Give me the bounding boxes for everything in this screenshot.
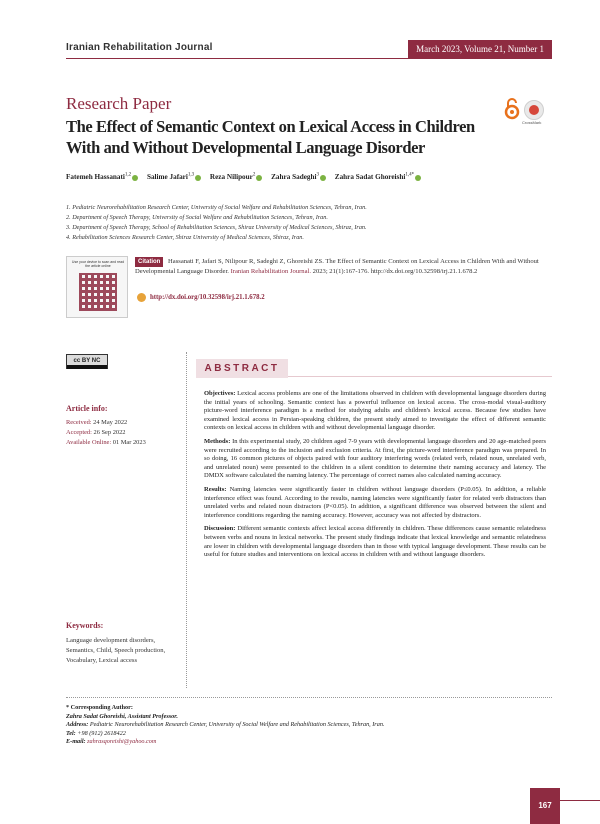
received-row: Received: 24 May 2022	[66, 419, 128, 426]
journal-name: Iranian Rehabilitation Journal	[66, 42, 213, 53]
corresp-email: E-mail: zahrasqoreishi@yahoo.com	[66, 738, 157, 746]
qr-caption: Use your device to scan and read the article online	[71, 260, 125, 268]
email-link[interactable]: zahrasqoreishi@yahoo.com	[87, 738, 157, 746]
side-rule	[560, 800, 600, 801]
author-list	[66, 173, 552, 181]
affiliation: 4. Rehabilitation Sciences Research Center, Shiraz University of Medical Sciences, Shiraz, Iran.	[66, 234, 304, 241]
orcid-icon[interactable]	[132, 175, 138, 181]
affiliation-list	[66, 203, 552, 243]
open-access-icon[interactable]	[504, 98, 520, 120]
abstract-body	[204, 390, 546, 565]
author[interactable]: Zahra Sadeghi$^3$	[271, 173, 326, 181]
abstract-results: Results: Naming latencies were significantly faster in children without language disorders (P≤0.05). In addition, a reliable interference effect was found. According to the results, naming latencies were significantly faster for related verb distractors than unrelated verbs and related noun distractors (P<0.05). In addition, a significant difference was observed between the silent and interference conditions regarding the naming accuracy. However, accuracy was not affected by distractors.	[204, 485, 547, 519]
keywords-title: Keywords:	[66, 621, 104, 630]
corresponding-author	[66, 704, 552, 747]
author[interactable]: Zahra Sadat Ghoreishi$^{1,4*}$	[335, 173, 421, 181]
orcid-icon[interactable]	[256, 175, 262, 181]
column-divider	[186, 352, 187, 688]
citation-label: Citation	[135, 257, 163, 267]
accepted-row: Accepted: 26 Sep 2022	[66, 429, 126, 436]
abstract-discussion: Discussion: Different semantic contexts affect lexical access differently in children. These differences cause semantic relatedness between verbs and nouns in lexical networks. The present study findings indicate that lexical knowledge and semantic relatedness are lower in children with developmental language disorders than in those with typical language development. These results can be useful for future studies and interventions on lexical access in children with and without language disorders.	[204, 525, 547, 559]
orcid-icon[interactable]	[415, 175, 421, 181]
abstract-objectives: Objectives: Lexical access problems are one of the limitations observed in children with developmental language disorders during the initial years of schooling. Semantic context has a powerful influence on lexical access. The cross-modal visual-auditory picture-word interference paradigm is a method for studying adults and children's lexical access. Because few studies have examined lexical access in Persian-speaking children, the present study aimed to investigate the effect of different semantic contexts on lexical access in children with and without developmental language disorder.	[204, 390, 547, 432]
journal-header	[66, 40, 552, 58]
corresp-head: * Corresponding Author:	[66, 704, 133, 711]
abstract-methods: Methods: In this experimental study, 20 children aged 7-9 years with developmental language disorders and 20 age-matched peers were recruited according to the inclusion and exclusion criteria. At first, the picture-word interference paradigm was prepared. In so doing, 16 common pictures of objects paired with four auditory interfering words (related verb, related noun, unrelated verb, and unrelated noun) were presented to the children in a silent condition to determine their naming accuracy and latency. The DMDX software calculated the naming latency. The percentage of correct names also calculated naming accuracy.	[204, 437, 547, 480]
keywords	[66, 621, 178, 666]
article-info	[66, 404, 181, 448]
issue-label: March 2023, Volume 21, Number 1	[408, 40, 552, 58]
header-rule	[66, 58, 552, 59]
cc-license-badge[interactable]: cc BY NC	[66, 354, 108, 369]
affiliation: 1. Pediatric Neurorehabilitation Research Center, University of Social Welfare and Rehabilitation Sciences, Tehran, Iran.	[66, 204, 367, 211]
article-info-title: Article info:	[66, 404, 108, 413]
keywords-text: Language development disorders, Semantics, Child, Speech production, Vocabulary, Lexical access	[66, 637, 166, 664]
citation	[135, 257, 552, 277]
doi-icon	[137, 293, 146, 302]
crossmark-label: CrossMark	[522, 120, 542, 125]
corresp-tel: Tel: +98 (912) 2618422	[66, 729, 126, 737]
page-number: 167	[530, 788, 560, 824]
qr-panel	[66, 256, 128, 318]
citation-tail: 2023; 21(1):167-176. http://dx.doi.org/10.32598/irj.21.1.678.2	[312, 268, 478, 275]
available-row: Available Online: 01 Mar 2023	[66, 439, 146, 446]
orcid-icon[interactable]	[320, 175, 326, 181]
affiliation: 3. Department of Speech Therapy, School of Rehabilitation Sciences, Shiraz University of Medical Sciences, Shiraz, Iran.	[66, 224, 367, 231]
doi-link[interactable]	[137, 293, 265, 302]
author[interactable]: Fatemeh Hassanati$^{1,2}$	[66, 173, 138, 181]
qr-code-icon[interactable]	[79, 273, 117, 311]
crossmark-icon[interactable]	[524, 100, 544, 120]
doi-text[interactable]: http://dx.doi.org/10.32598/irj.21.1.678.2	[150, 294, 265, 302]
abstract-rule	[288, 376, 552, 377]
footer-rule	[66, 697, 552, 698]
corresp-address: Address: Pediatric Neurorehabilitation Research Center, University of Social Welfare and Rehabilitation Sciences, Tehran, Iran.	[66, 721, 385, 729]
affiliation: 2. Department of Speech Therapy, University of Social Welfare and Rehabilitation Sciences, Tehran, Iran.	[66, 214, 328, 221]
corresp-name: Zahra Sadat Ghoreishi, Assistant Professor.	[66, 712, 178, 720]
citation-text: Hassanati F, Jafari S, Nilipour R, Sadeghi Z, Ghoreishi ZS. The Effect of Semantic Context on Lexical Access in Children With and Without Developmental Language Disorder.	[135, 258, 539, 275]
access-badges	[504, 98, 552, 125]
author[interactable]: Salime Jafari$^{1,3}$	[147, 173, 201, 181]
article-title: The Effect of Semantic Context on Lexical Access in Children With and Without Developmental Language Disorder	[66, 117, 475, 157]
orcid-icon[interactable]	[195, 175, 201, 181]
paper-type: Research Paper	[66, 94, 172, 113]
author[interactable]: Reza Nilipour$^2$	[210, 173, 262, 181]
abstract-title: ABSTRACT	[196, 359, 288, 378]
citation-journal[interactable]: Iranian Rehabilitation Journal.	[230, 268, 311, 275]
abstract-header	[196, 357, 552, 378]
